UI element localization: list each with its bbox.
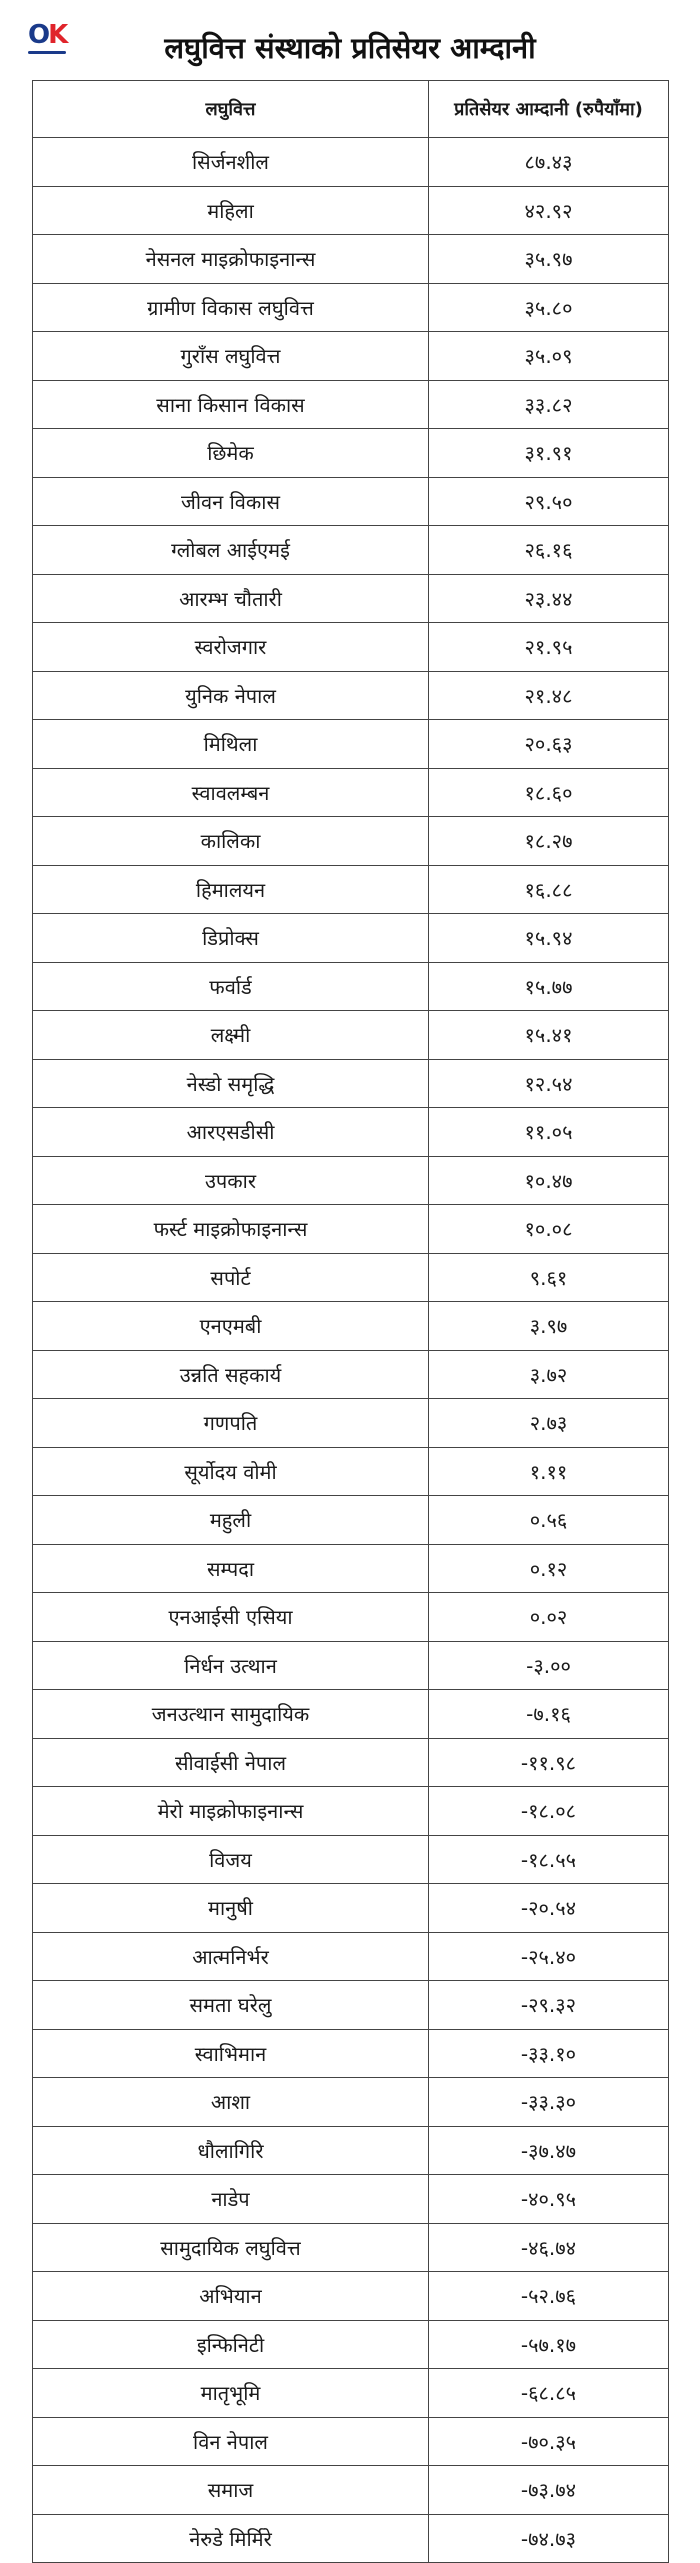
institution-name-cell: धौलागिरि: [33, 2127, 429, 2175]
eps-value-cell: १२.५४: [429, 1060, 669, 1108]
institution-name-cell: महिला: [33, 187, 429, 235]
institution-name-cell: विन नेपाल: [33, 2418, 429, 2466]
table-row: [33, 2175, 669, 2224]
eps-value-cell: ३१.९१: [429, 429, 669, 477]
institution-name-cell: स्वावलम्बन: [33, 769, 429, 817]
eps-value-cell: २१.९५: [429, 623, 669, 671]
table-row: [33, 575, 669, 624]
institution-name-cell: ग्लोबल आईएमई: [33, 526, 429, 574]
eps-value-cell: १०.४७: [429, 1157, 669, 1205]
table-row: [33, 2515, 669, 2563]
table-row: [33, 478, 669, 527]
eps-value-cell: ०.१२: [429, 1545, 669, 1593]
institution-name-cell: कालिका: [33, 817, 429, 865]
institution-name-cell: आत्मनिर्भर: [33, 1933, 429, 1981]
institution-name-cell: फर्स्ट माइक्रोफाइनान्स: [33, 1205, 429, 1253]
institution-name-cell: स्वाभिमान: [33, 2030, 429, 2078]
page-title: लघुवित्त संस्थाको प्रतिसेयर आम्दानी: [0, 28, 700, 68]
eps-value-cell: -७.१६: [429, 1690, 669, 1738]
eps-value-cell: ४२.९२: [429, 187, 669, 235]
eps-value-cell: २९.५०: [429, 478, 669, 526]
table-row: [33, 1545, 669, 1594]
table-row: [33, 769, 669, 818]
eps-value-cell: ११.०५: [429, 1108, 669, 1156]
eps-value-cell: ०.५६: [429, 1496, 669, 1544]
institution-name-cell: सीवाईसी नेपाल: [33, 1739, 429, 1787]
eps-value-cell: -६८.८५: [429, 2369, 669, 2417]
eps-value-cell: ३३.८२: [429, 381, 669, 429]
institution-name-cell: जीवन विकास: [33, 478, 429, 526]
table-row: [33, 866, 669, 915]
institution-name-cell: सूर्योदय वोमी: [33, 1448, 429, 1496]
table-row: [33, 1011, 669, 1060]
logo-mark: OK: [28, 22, 72, 48]
eps-value-cell: ३.७२: [429, 1351, 669, 1399]
institution-name-cell: इन्फिनिटी: [33, 2321, 429, 2369]
institution-name-cell: आरम्भ चौतारी: [33, 575, 429, 623]
eps-value-cell: ३५.९७: [429, 235, 669, 283]
eps-value-cell: २३.४४: [429, 575, 669, 623]
institution-name-cell: फर्वार्ड: [33, 963, 429, 1011]
eps-value-cell: २०.६३: [429, 720, 669, 768]
institution-name-cell: सामुदायिक लघुवित्त: [33, 2224, 429, 2272]
table-row: [33, 2224, 669, 2273]
eps-value-cell: -१८.५५: [429, 1836, 669, 1884]
eps-value-cell: -३७.४७: [429, 2127, 669, 2175]
table-row: [33, 1399, 669, 1448]
table-row: [33, 187, 669, 236]
eps-value-cell: -२०.५४: [429, 1884, 669, 1932]
table-body: [33, 138, 669, 2563]
eps-value-cell: -७४.७३: [429, 2515, 669, 2563]
table-row: [33, 672, 669, 721]
eps-value-cell: ३.९७: [429, 1302, 669, 1350]
institution-name-cell: सम्पदा: [33, 1545, 429, 1593]
eps-value-cell: -११.९८: [429, 1739, 669, 1787]
table-row: [33, 2369, 669, 2418]
table-row: [33, 720, 669, 769]
table-row: [33, 235, 669, 284]
eps-value-cell: १५.४१: [429, 1011, 669, 1059]
eps-value-cell: ०.०२: [429, 1593, 669, 1641]
institution-name-cell: हिमालयन: [33, 866, 429, 914]
table-row: [33, 1642, 669, 1691]
table-row: [33, 2127, 669, 2176]
institution-name-cell: गणपति: [33, 1399, 429, 1447]
eps-value-cell: -४०.९५: [429, 2175, 669, 2223]
eps-value-cell: १६.८८: [429, 866, 669, 914]
institution-name-cell: नेरुडे मिर्मिरे: [33, 2515, 429, 2563]
eps-value-cell: -३३.१०: [429, 2030, 669, 2078]
column-header-eps: प्रतिसेयर आम्दानी (रुपैयाँमा): [429, 81, 669, 137]
table-row: [33, 2030, 669, 2079]
table-row: [33, 1157, 669, 1206]
table-row: [33, 1060, 669, 1109]
institution-name-cell: आरएसडीसी: [33, 1108, 429, 1156]
institution-name-cell: सपोर्ट: [33, 1254, 429, 1302]
eps-value-cell: ८७.४३: [429, 138, 669, 186]
eps-value-cell: -५७.१७: [429, 2321, 669, 2369]
table-row: [33, 817, 669, 866]
institution-name-cell: नाडेप: [33, 2175, 429, 2223]
institution-name-cell: महुली: [33, 1496, 429, 1544]
table-row: [33, 429, 669, 478]
eps-value-cell: -४६.७४: [429, 2224, 669, 2272]
institution-name-cell: मेरो माइक्रोफाइनान्स: [33, 1787, 429, 1835]
table-row: [33, 2466, 669, 2515]
institution-name-cell: नेसनल माइक्रोफाइनान्स: [33, 235, 429, 283]
table-row: [33, 1448, 669, 1497]
institution-name-cell: समता घरेलु: [33, 1981, 429, 2029]
institution-name-cell: मानुषी: [33, 1884, 429, 1932]
eps-value-cell: १८.६०: [429, 769, 669, 817]
eps-value-cell: -३.००: [429, 1642, 669, 1690]
table-header-row: [33, 81, 669, 138]
institution-name-cell: डिप्रोक्स: [33, 914, 429, 962]
column-header-institution: लघुवित्त: [33, 81, 429, 137]
table-row: [33, 1836, 669, 1885]
institution-name-cell: जनउत्थान सामुदायिक: [33, 1690, 429, 1738]
table-row: [33, 1787, 669, 1836]
table-row: [33, 284, 669, 333]
eps-value-cell: २.७३: [429, 1399, 669, 1447]
table-row: [33, 1933, 669, 1982]
table-row: [33, 914, 669, 963]
eps-value-cell: २१.४८: [429, 672, 669, 720]
table-row: [33, 2418, 669, 2467]
institution-name-cell: लक्ष्मी: [33, 1011, 429, 1059]
eps-value-cell: -७०.३५: [429, 2418, 669, 2466]
table-row: [33, 1884, 669, 1933]
table-row: [33, 1108, 669, 1157]
institution-name-cell: विजय: [33, 1836, 429, 1884]
table-row: [33, 1690, 669, 1739]
table-row: [33, 1254, 669, 1303]
eps-value-cell: २६.१६: [429, 526, 669, 574]
table-row: [33, 526, 669, 575]
institution-name-cell: निर्धन उत्थान: [33, 1642, 429, 1690]
eps-value-cell: ३५.८०: [429, 284, 669, 332]
eps-value-cell: १८.२७: [429, 817, 669, 865]
eps-value-cell: ९.६१: [429, 1254, 669, 1302]
eps-value-cell: -१८.०८: [429, 1787, 669, 1835]
eps-table: [32, 80, 669, 2563]
institution-name-cell: युनिक नेपाल: [33, 672, 429, 720]
institution-name-cell: समाज: [33, 2466, 429, 2514]
institution-name-cell: एनआईसी एसिया: [33, 1593, 429, 1641]
eps-value-cell: -७३.७४: [429, 2466, 669, 2514]
institution-name-cell: गुराँस लघुवित्त: [33, 332, 429, 380]
table-row: [33, 963, 669, 1012]
table-row: [33, 332, 669, 381]
table-row: [33, 2272, 669, 2321]
table-row: [33, 1302, 669, 1351]
institution-name-cell: सिर्जनशील: [33, 138, 429, 186]
table-row: [33, 1739, 669, 1788]
table-row: [33, 1351, 669, 1400]
eps-value-cell: -२५.४०: [429, 1933, 669, 1981]
eps-value-cell: १५.९४: [429, 914, 669, 962]
table-row: [33, 381, 669, 430]
table-row: [33, 1496, 669, 1545]
table-row: [33, 138, 669, 187]
table-row: [33, 1981, 669, 2030]
institution-name-cell: स्वरोजगार: [33, 623, 429, 671]
institution-name-cell: मातृभूमि: [33, 2369, 429, 2417]
table-row: [33, 1593, 669, 1642]
institution-name-cell: नेस्डो समृद्धि: [33, 1060, 429, 1108]
institution-name-cell: साना किसान विकास: [33, 381, 429, 429]
table-row: [33, 623, 669, 672]
table-row: [33, 2321, 669, 2370]
eps-value-cell: १.११: [429, 1448, 669, 1496]
eps-value-cell: ३५.०९: [429, 332, 669, 380]
institution-name-cell: आशा: [33, 2078, 429, 2126]
table-row: [33, 1205, 669, 1254]
table-row: [33, 2078, 669, 2127]
institution-name-cell: अभियान: [33, 2272, 429, 2320]
institution-name-cell: ग्रामीण विकास लघुवित्त: [33, 284, 429, 332]
institution-name-cell: एनएमबी: [33, 1302, 429, 1350]
eps-value-cell: -२९.३२: [429, 1981, 669, 2029]
eps-value-cell: १०.०८: [429, 1205, 669, 1253]
eps-value-cell: १५.७७: [429, 963, 669, 1011]
institution-name-cell: छिमेक: [33, 429, 429, 477]
institution-name-cell: मिथिला: [33, 720, 429, 768]
institution-name-cell: उन्नति सहकार्य: [33, 1351, 429, 1399]
eps-value-cell: -५२.७६: [429, 2272, 669, 2320]
institution-name-cell: उपकार: [33, 1157, 429, 1205]
eps-value-cell: -३३.३०: [429, 2078, 669, 2126]
